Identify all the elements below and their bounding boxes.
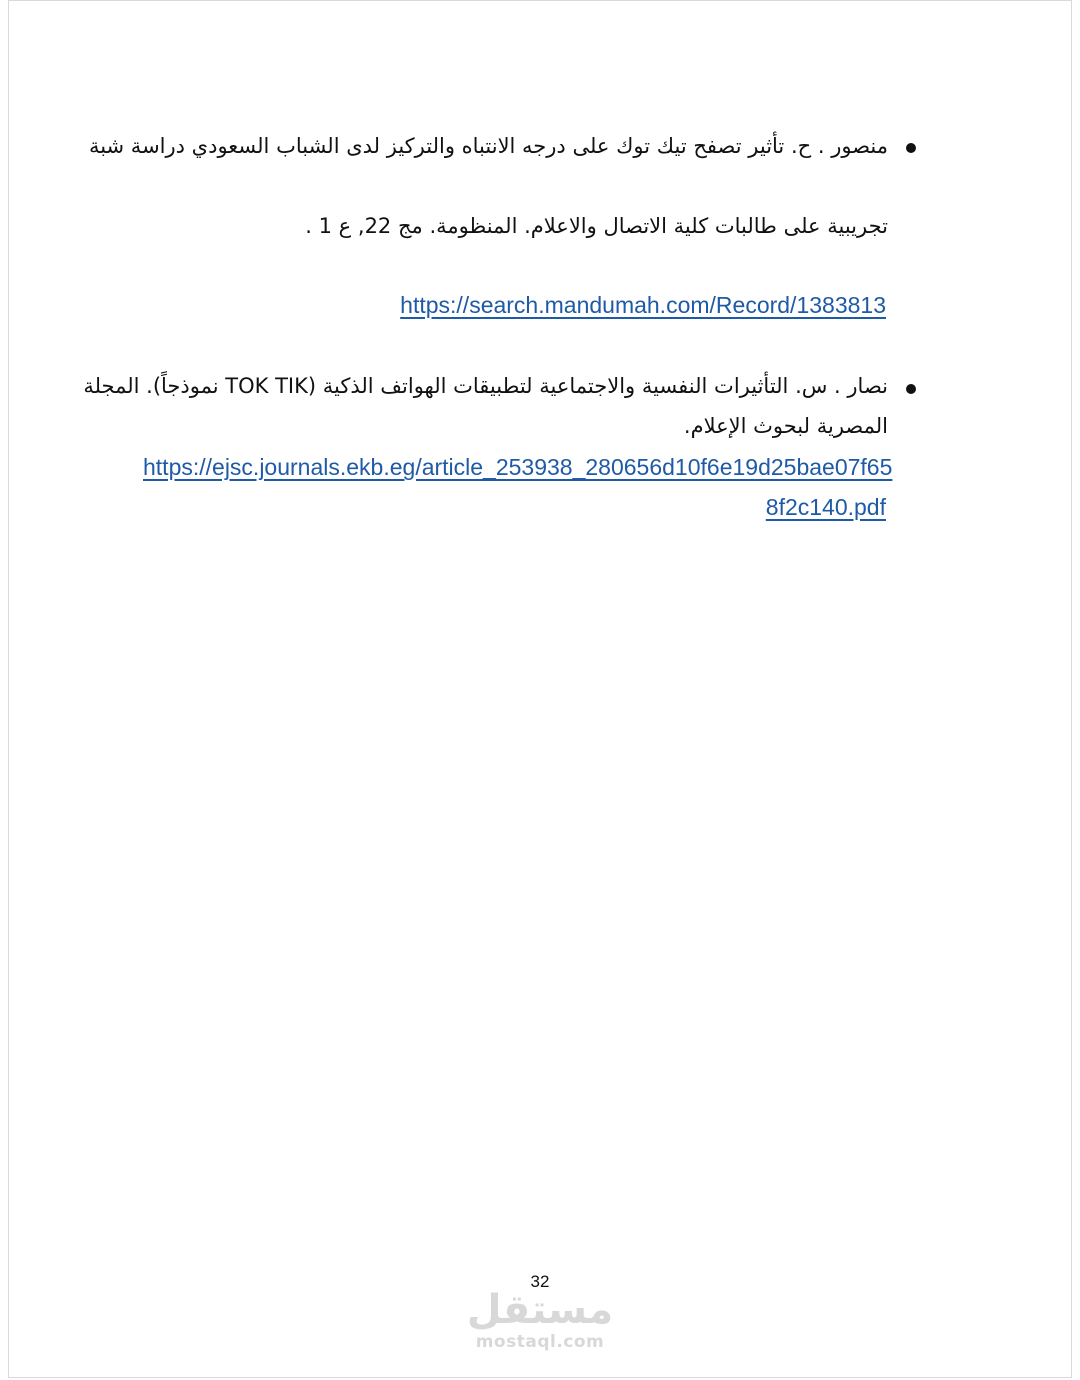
watermark-domain: mostaql.com <box>475 1332 605 1352</box>
reference-1-link[interactable]: https://search.mandumah.com/Record/1383813 <box>400 292 886 318</box>
page-number: 32 <box>530 1272 550 1291</box>
document-page <box>8 0 1072 1378</box>
reference-2-link-line-2[interactable]: 8f2c140.pdf <box>765 494 886 520</box>
reference-2-link-line-1[interactable]: https://ejsc.journals.ekb.eg/article_253938_280656d10f6e19d25bae07f65 <box>143 454 893 480</box>
reference-2-line-2: المصرية لبحوث الإعلام. <box>683 414 888 438</box>
reference-1-line-1: منصور . ح. تأثير تصفح تيك توك على درجه الانتباه والتركيز لدى الشباب السعودي دراسة شبة <box>88 134 888 158</box>
watermark-logo-text: مستقل <box>466 1287 614 1333</box>
bullet-icon <box>906 384 916 394</box>
mostaql-watermark-logo <box>440 1288 640 1352</box>
reference-1-line-2: تجريبية على طالبات كلية الاتصال والاعلام. المنظومة. مج 22, ع 1 . <box>305 214 888 238</box>
bullet-icon <box>906 143 916 153</box>
reference-2-line-1: نصار . س. التأثيرات النفسية والاجتماعية لتطبيقات الهواتف الذكية (TOK TIK نموذجاً). المجلة <box>83 374 888 398</box>
